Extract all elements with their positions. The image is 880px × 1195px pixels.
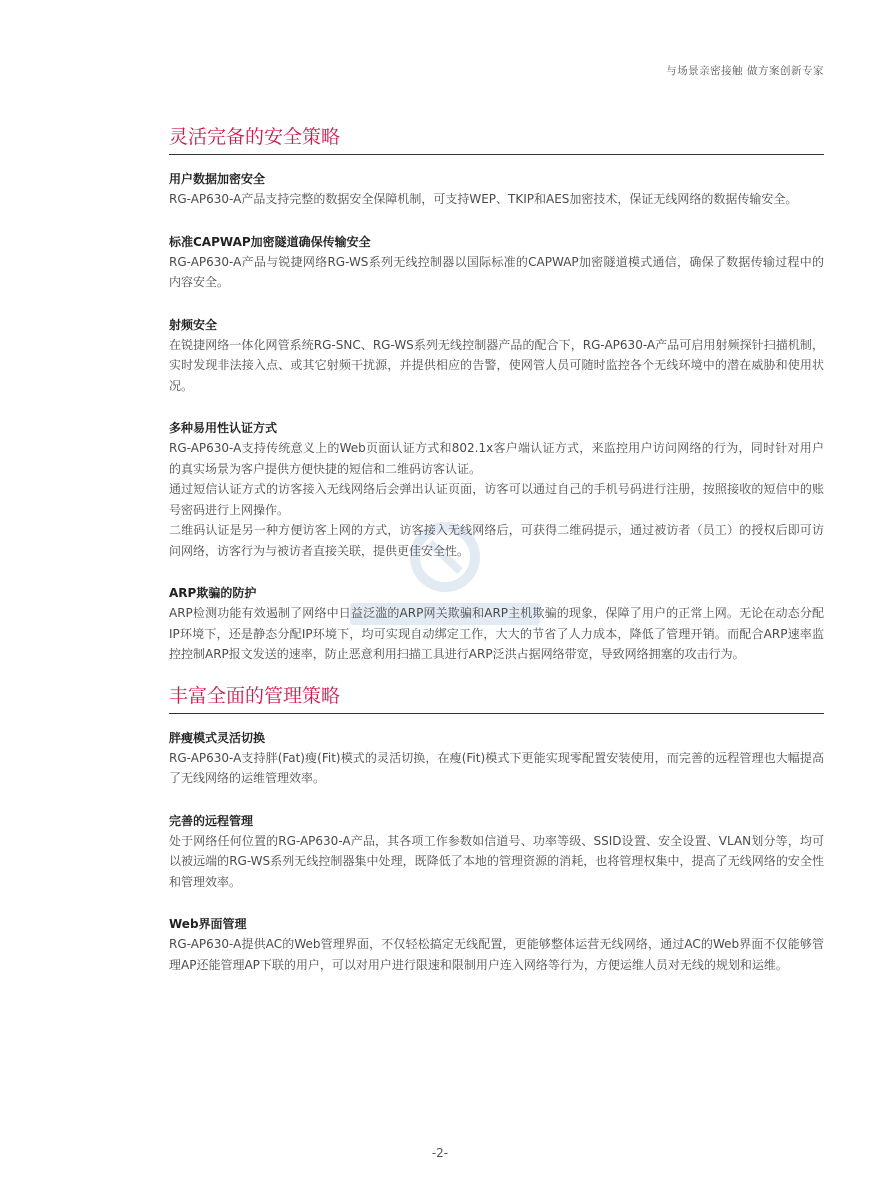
section-title: 灵活完备的安全策略 xyxy=(169,124,824,155)
subsection-data-encryption xyxy=(169,169,824,210)
subsection-title: 标准CAPWAP加密隧道确保传输安全 xyxy=(169,234,371,249)
subsection-web-management xyxy=(169,914,824,975)
paragraph: 处于网络任何位置的RG-AP630-A产品，其各项工作参数如信道号、功率等级、SSID设置、安全设置、VLAN划分等，均可以被远端的RG-WS系列无线控制器集中处理，既降低了本地的管理资源的消耗，也将管理权集中，提高了无线网络的安全性和管理效率。 xyxy=(169,833,824,889)
subsection-rf-security xyxy=(169,315,824,397)
paragraph: RG-AP630-A支持胖(Fat)瘦(Fit)模式的灵活切换，在瘦(Fit)模式下更能实现零配置安装使用，而完善的远程管理也大幅提高了无线网络的运维管理效率。 xyxy=(169,750,824,785)
subsection-title: 多种易用性认证方式 xyxy=(169,421,278,435)
subsection-authentication xyxy=(169,418,824,561)
page-number: -2- xyxy=(431,1146,449,1160)
subsection-title: 用户数据加密安全 xyxy=(169,172,266,186)
paragraph: RG-AP630-A产品与锐捷网络RG-WS系列无线控制器以国际标准的CAPWAP加密隧道模式通信，确保了数据传输过程中的内容安全。 xyxy=(169,254,824,289)
paragraph: ARP检测功能有效遏制了网络中日益泛滥的ARP网关欺骗和ARP主机欺骗的现象，保障了用户的正常上网。无论在动态分配IP环境下，还是静态分配IP环境下，均可实现自动绑定工作，大大的节省了人力成本，降低了管理开销。而配合ARP速率监控控制ARP报文发送的速率，防止恶意利用扫描工具进行ARP泛洪占据网络带宽，导致网络拥塞的攻击行为。 xyxy=(169,606,824,661)
section-title: 丰富全面的管理策略 xyxy=(169,683,824,714)
subsection-fat-fit-mode xyxy=(169,728,824,789)
header-tagline: 与场景亲密接触 做方案创新专家 xyxy=(666,65,824,77)
subsection-title: ARP欺骗的防护 xyxy=(169,586,257,600)
subsection-arp-protection xyxy=(169,583,824,665)
paragraph: 二维码认证是另一种方便访客上网的方式，访客接入无线网络后，可获得二维码提示，通过被访者（员工）的授权后即可访问网络，访客行为与被访者直接关联，提供更佳安全性。 xyxy=(169,523,824,558)
paragraph: RG-AP630-A支持传统意义上的Web页面认证方式和802.1x客户端认证方式，来监控用户访问网络的行为，同时针对用户的真实场景为客户提供方便快捷的短信和二维码访客认证。 xyxy=(169,441,824,476)
subsection-title: 完善的远程管理 xyxy=(169,813,254,828)
subsection-remote-management xyxy=(169,811,824,893)
section-security xyxy=(169,124,824,665)
document-body xyxy=(169,124,824,997)
paragraph: RG-AP630-A提供AC的Web管理界面，不仅轻松搞定无线配置，更能够整体运营无线网络，通过AC的Web界面不仅能够管理AP还能管理AP下联的用户，可以对用户进行限速和限制用户连入网络等行为，方便运维人员对无线的规划和运维。 xyxy=(169,937,824,972)
subsection-title: 胖瘦模式灵活切换 xyxy=(169,730,266,745)
subsection-capwap xyxy=(169,232,824,293)
subsection-title: 射频安全 xyxy=(169,317,218,332)
subsection-title: Web界面管理 xyxy=(169,917,247,931)
section-management xyxy=(169,683,824,976)
paragraph: 通过短信认证方式的访客接入无线网络后会弹出认证页面，访客可以通过自己的手机号码进行注册，按照接收的短信中的账号密码进行上网操作。 xyxy=(169,482,824,517)
paragraph: 在锐捷网络一体化网管系统RG-SNC、RG-WS系列无线控制器产品的配合下，RG-AP630-A产品可启用射频探针扫描机制，实时发现非法接入点、或其它射频干扰源，并提供相应的告警，使网管人员可随时监控各个无线环境中的潜在威胁和使用状况。 xyxy=(169,337,824,393)
paragraph: RG-AP630-A产品支持完整的数据安全保障机制，可支持WEP、TKIP和AES加密技术，保证无线网络的数据传输安全。 xyxy=(169,192,798,206)
